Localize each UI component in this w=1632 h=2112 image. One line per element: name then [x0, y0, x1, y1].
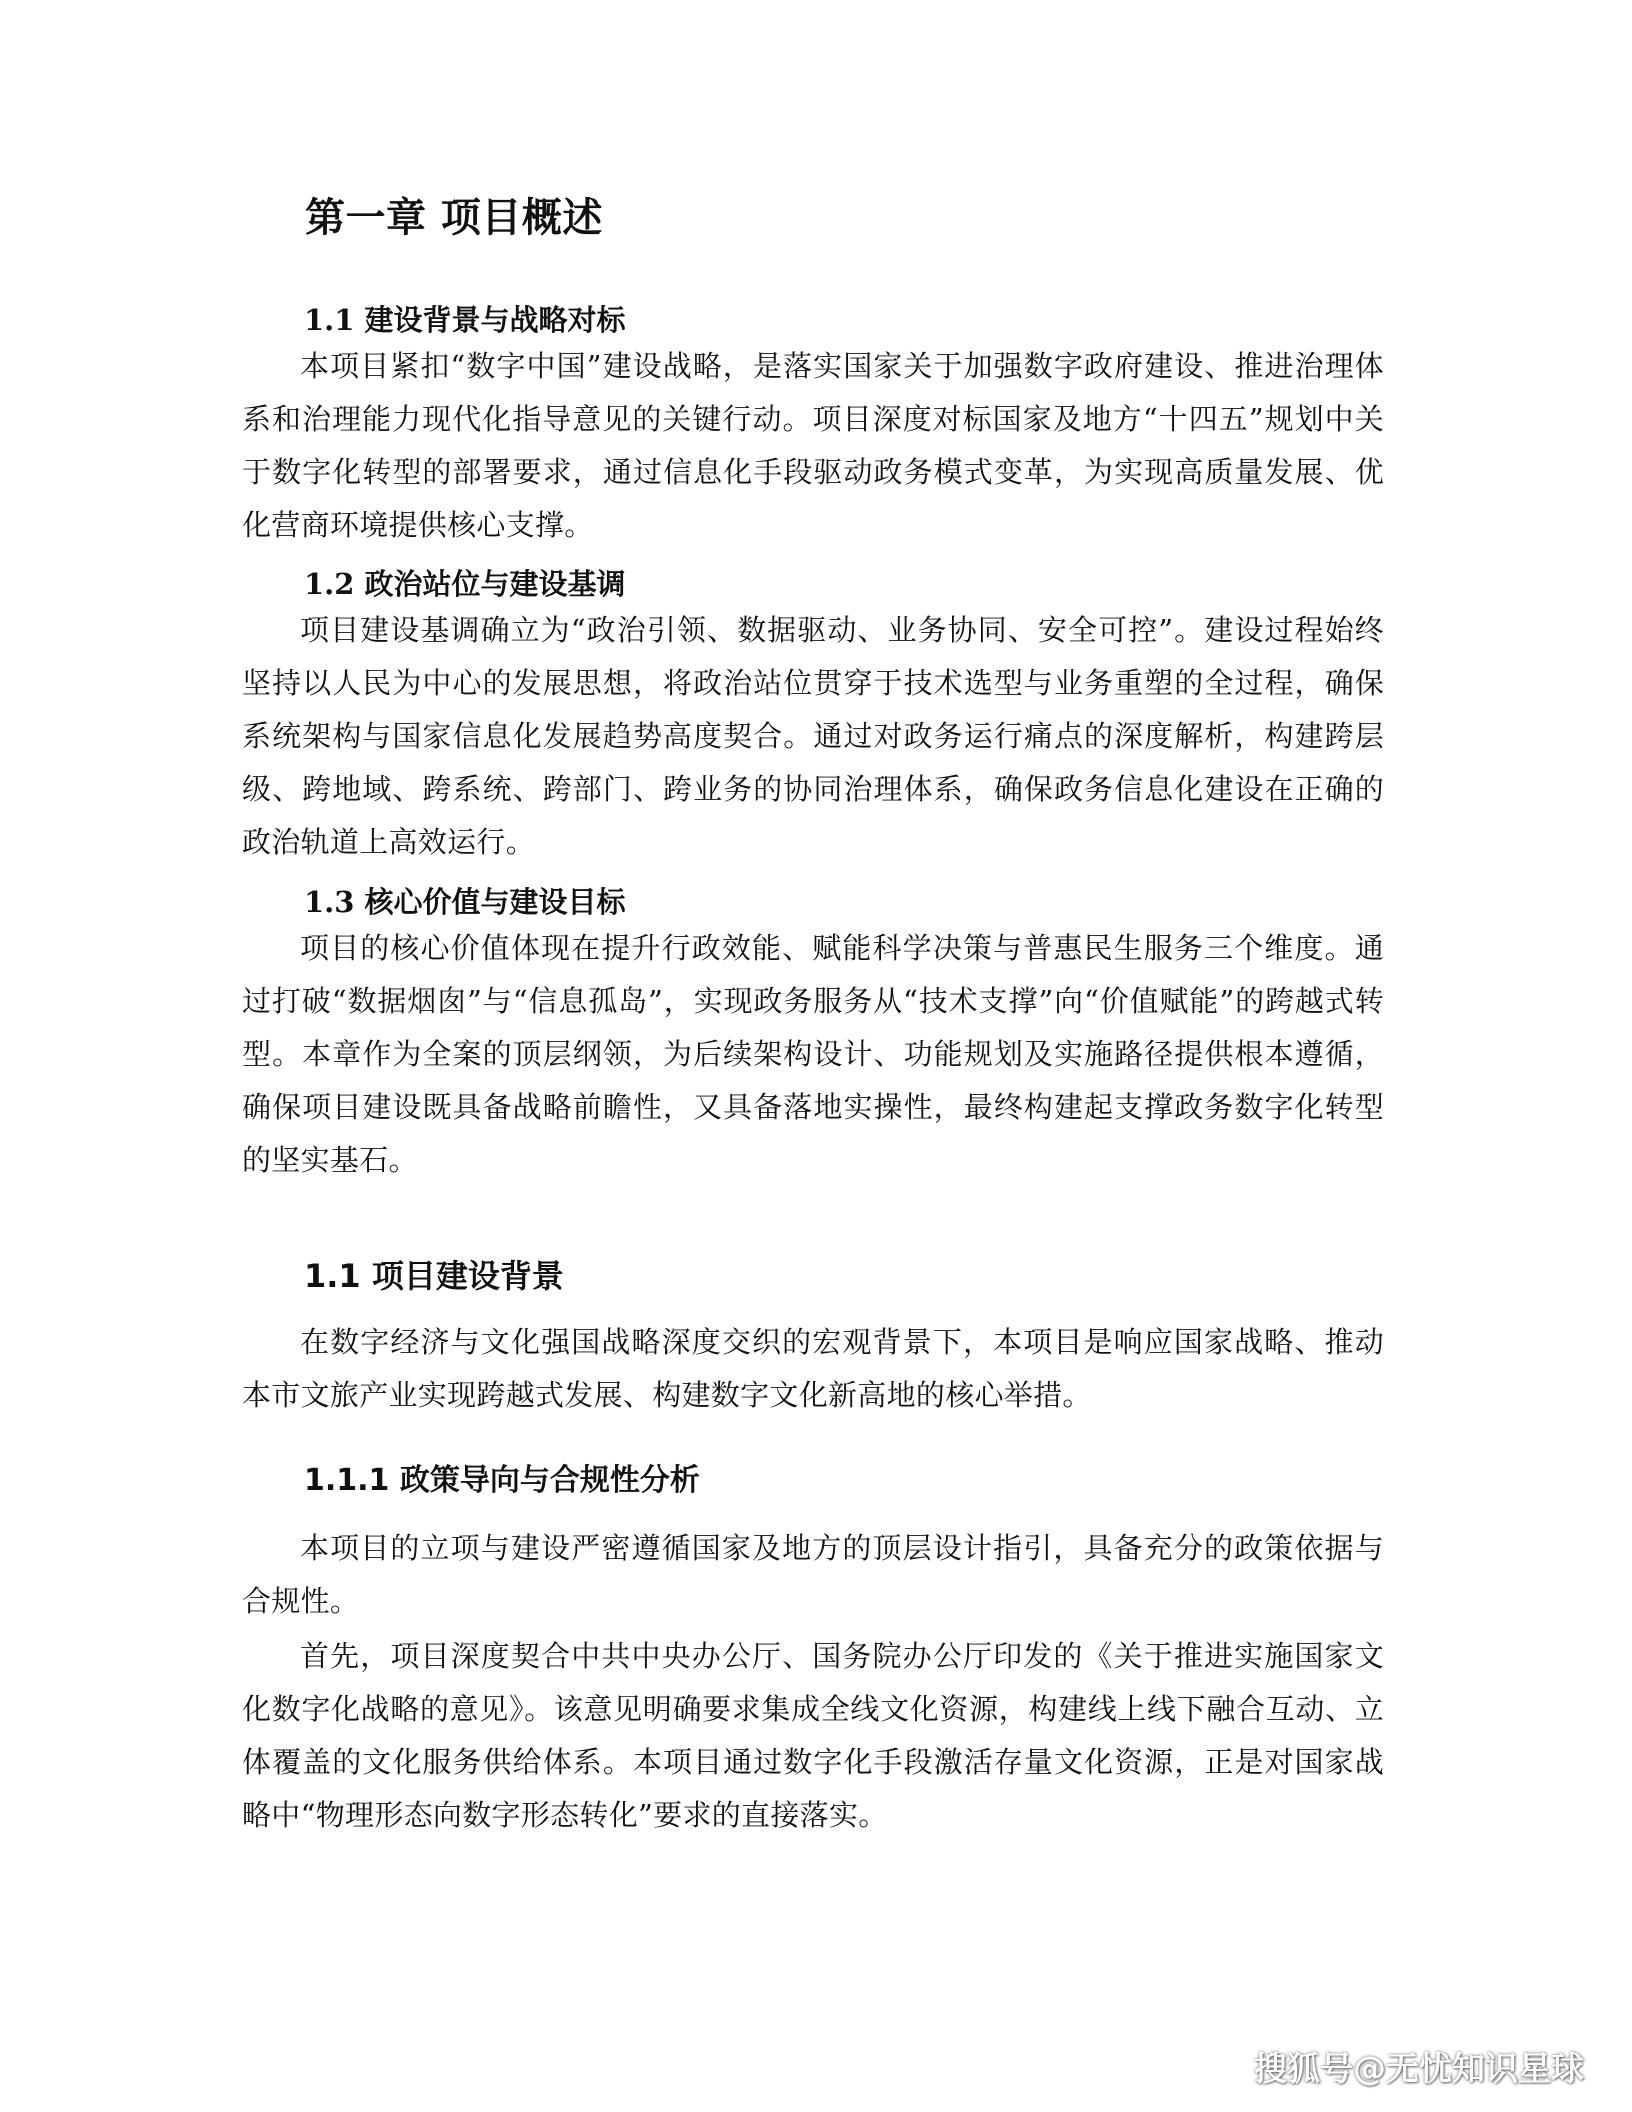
section-paragraph: 本项目的立项与建设严密遵循国家及地方的顶层设计指引，具备充分的政策依据与合规性。 [242, 1531, 1384, 1618]
section-paragraph: 本项目紧扣“数字中国”建设战略，是落实国家关于加强数字政府建设、推进治理体系和治理能力现代化指导意见的关键行动。项目深度对标国家及地方“十四五”规划中关于数字化转型的部署要求，通过信息化手段驱动政务模式变革，为实现高质量发展、优化营商环境提供核心支撑。 [242, 349, 1384, 542]
section-1-1-overview [242, 300, 1384, 552]
section-heading: 1.1 建设背景与战略对标 [304, 303, 626, 337]
source-watermark: 搜狐号@无忧知识星球 [1254, 2049, 1584, 2088]
section-1-1-1-policy [242, 1460, 1384, 1842]
subsection-heading: 1.1.1 政策导向与合规性分析 [304, 1463, 700, 1498]
section-1-3-overview [242, 882, 1384, 1187]
section-heading: 1.3 核心价值与建设目标 [304, 885, 626, 919]
section-paragraph: 项目的核心价值体现在提升行政效能、赋能科学决策与普惠民生服务三个维度。通过打破“数据烟囱”与“信息孤岛”，实现政务服务从“技术支撑”向“价值赋能”的跨越式转型。本章作为全案的顶层纲领，为后续架构设计、功能规划及实施路径提供根本遵循，确保项目建设既具备战略前瞻性，又具备落地实操性，最终构建起支撑政务数字化转型的坚实基石。 [242, 931, 1384, 1177]
section-heading: 1.1 项目建设背景 [304, 1257, 564, 1295]
section-heading: 1.2 政治站位与建设基调 [304, 567, 626, 601]
section-1-2-overview [242, 564, 1384, 869]
section-paragraph: 项目建设基调确立为“政治引领、数据驱动、业务协同、安全可控”。建设过程始终坚持以人民为中心的发展思想，将政治站位贯穿于技术选型与业务重塑的全过程，确保系统架构与国家信息化发展趋势高度契合。通过对政务运行痛点的深度解析，构建跨层级、跨地域、跨系统、跨部门、跨业务的协同治理体系，确保政务信息化建设在正确的政治轨道上高效运行。 [242, 613, 1384, 859]
chapter-title: 第一章 项目概述 [305, 195, 603, 241]
section-paragraph: 首先，项目深度契合中共中央办公厅、国务院办公厅印发的《关于推进实施国家文化数字化战略的意见》。该意见明确要求集成全线文化资源，构建线上线下融合互动、立体覆盖的文化服务供给体系。本项目通过数字化手段激活存量文化资源，正是对国家战略中“物理形态向数字形态转化”要求的直接落实。 [242, 1639, 1384, 1832]
section-paragraph: 在数字经济与文化强国战略深度交织的宏观背景下，本项目是响应国家战略、推动本市文旅产业实现跨越式发展、构建数字文化新高地的核心举措。 [242, 1325, 1384, 1412]
section-1-1-background [242, 1254, 1384, 1422]
